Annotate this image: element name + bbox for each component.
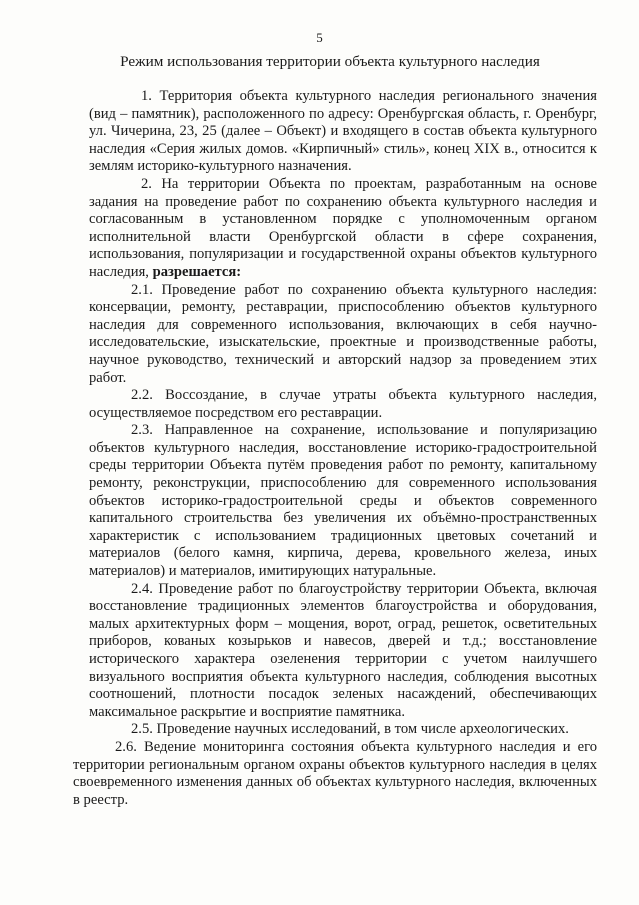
- paragraph-2-3: 2.3. Направленное на сохранение, использование и популяризацию объектов культурного наследия, восстановление историко-градостроительной среды территории Объекта путём проведения работ по ремонту, капитальному ремонту, реконструкции, приспособлению для современного использования объектов историко-градостроительной среды и объектов современного капитального строительства без увеличения их объёмно-пространственных характеристик с использованием традиционных цветовых сочетаний и материалов (белого камня, кирпича, дерева, кровельного железа, иных материалов) и материалов, имитирующих натуральные.: [89, 422, 597, 580]
- page-number: 5: [316, 30, 323, 45]
- paragraph-2: [89, 176, 597, 282]
- paragraph-2-4: 2.4. Проведение работ по благоустройству территории Объекта, включая восстановление традиционных элементов благоустройства и оборудования, малых архитектурных форм – мощения, ворот, оград, решеток, осветительных приборов, кованых козырьков и навесов, дверей и т.д.; восстановление исторического характера озеленения территории с учетом наилучшего визуального восприятия объекта культурного наследия, соблюдения высотных соотношений, плотности посадок зеленых насаждений, обеспечивающих максимальное раскрытие и восприятие памятника.: [89, 580, 597, 720]
- document-body: [73, 88, 597, 809]
- page-title: Режим использования территории объекта культурного наследия: [120, 53, 540, 70]
- paragraph-1: 1. Территория объекта культурного наследия регионального значения (вид – памятник), расположенного по адресу: Оренбургская область, г. Оренбург, ул. Чичерина, 23, 25 (далее – Объект) и входящего в состав объекта культурного наследия «Серия жилых домов. «Кирпичный» стиль», конец XIX в., относится к землям историко-культурного назначения.: [89, 88, 597, 175]
- paragraph-2-bold: разрешается:: [152, 263, 242, 280]
- paragraph-2-6: 2.6. Ведение мониторинга состояния объекта культурного наследия и его территории региональным органом охраны объектов культурного наследия в целях своевременного изменения данных об объектах культурного наследия, включенных в реестр.: [73, 738, 597, 808]
- paragraph-2-5: 2.5. Проведение научных исследований, в том числе археологических.: [131, 721, 569, 738]
- paragraph-2-2: 2.2. Воссоздание, в случае утраты объекта культурного наследия, осуществляемое посредством его реставрации.: [89, 387, 597, 421]
- paragraph-2-text: 2. На территории Объекта по проектам, разработанным на основе задания на проведение работ по сохранению объекта культурного наследия и согласованным в установленном порядке с уполномоченным органом исполнительной власти Оренбургской области в сфере сохранения, использования, популяризации и государственной охраны объектов культурного наследия,: [89, 175, 597, 280]
- paragraph-2-1: 2.1. Проведение работ по сохранению объекта культурного наследия: консервации, ремонту, реставрации, приспособлению объектов культурного наследия для современного использования, включающих в себя научно-исследовательские, изыскательские, проектные и производственные работы, научное руководство, технический и авторский надзор за проведением этих работ.: [89, 281, 597, 386]
